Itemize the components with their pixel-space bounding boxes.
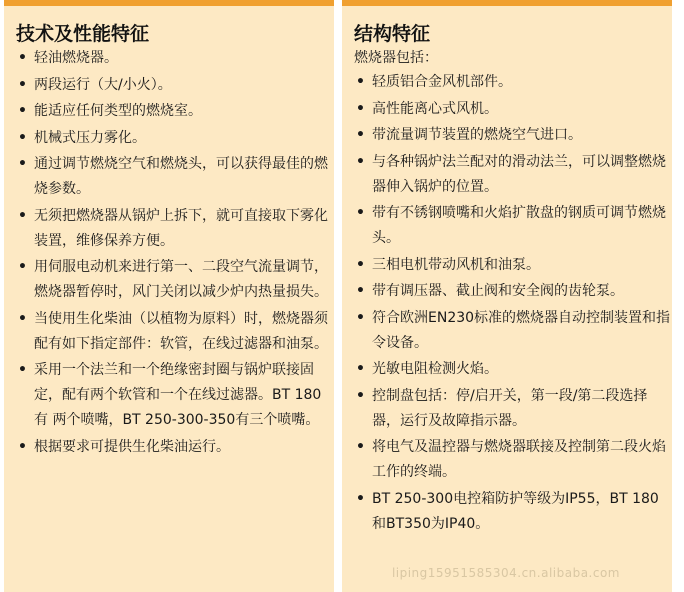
list-item-text: 光敏电阻检测火焰。 (372, 361, 498, 377)
list-item-text: 控制盘包括：停/启开关，第一段/第二段选择器，运行及故障指示器。 (372, 387, 648, 429)
bullet-icon: • (18, 50, 27, 66)
list-item (16, 255, 334, 305)
bullet-icon: • (18, 76, 27, 93)
list-item (354, 279, 672, 304)
list-item-text: 机械式压力雾化。 (34, 129, 146, 146)
structure-features-intro: 燃烧器包括： (354, 50, 438, 66)
list-item-text: 当使用生化柴油（以植物为原料）时，燃烧器须配有如下指定部件：软管，在线过滤器和油泵。 (34, 310, 328, 352)
list-item (354, 201, 672, 251)
structure-features-column (342, 0, 672, 592)
list-item (354, 150, 672, 200)
list-item (354, 97, 672, 122)
list-item (16, 435, 334, 460)
list-item-text: 三相电机带动风机和油泵。 (372, 256, 540, 273)
list-item-text: 用伺服电动机来进行第一、二段空气流量调节，燃烧器暂停时，风门关闭以减少炉内热量损失。 (34, 259, 328, 300)
list-item (354, 357, 672, 382)
list-item (354, 70, 672, 95)
list-item-text: 轻质铝合金风机部件。 (372, 74, 512, 90)
list-item-text: 带有不锈钢喷嘴和火焰扩散盘的钢质可调节燃烧头。 (372, 205, 666, 246)
bullet-icon: • (18, 129, 27, 146)
list-item-text: 高性能离心式风机。 (372, 100, 498, 117)
bullet-icon: • (18, 310, 27, 327)
list-item-text: 带流量调节装置的燃烧空气进口。 (372, 127, 582, 143)
bullet-icon: • (356, 100, 365, 117)
list-item-text: 采用一个法兰和一个绝缘密封圈与锅炉联接固定，配有两个软管和一个在线过滤器。BT 180有 两个喷嘴，BT 250-300-350有三个喷嘴。 (34, 362, 322, 428)
list-item-text: 轻油燃烧器。 (34, 50, 118, 66)
bullet-icon: • (356, 439, 365, 455)
bullet-icon: • (356, 387, 365, 404)
bullet-icon: • (18, 156, 27, 172)
bullet-icon: • (356, 361, 365, 377)
list-item (16, 99, 334, 124)
watermark: liping15951585304.cn.alibaba.com (391, 566, 620, 580)
list-item-text: 根据要求可提供生化柴油运行。 (34, 438, 230, 455)
list-item-text: 符合欧洲EN230标准的燃烧器自动控制装置和指令设备。 (372, 309, 671, 351)
structure-features-list (342, 70, 672, 537)
list-item (354, 123, 672, 148)
list-item (16, 126, 334, 151)
list-item (16, 307, 334, 357)
bullet-icon: • (356, 205, 365, 221)
technical-features-column (4, 0, 334, 592)
list-item-text: 通过调节燃烧空气和燃烧头，可以获得最佳的燃烧参数。 (34, 156, 328, 197)
list-item (354, 253, 672, 278)
bullet-icon: • (18, 207, 27, 224)
list-item (16, 152, 334, 202)
list-item-text: 带有调压器、截止阀和安全阀的齿轮泵。 (372, 283, 624, 299)
list-item (16, 358, 334, 433)
bullet-icon: • (356, 74, 365, 90)
bullet-icon: • (356, 256, 365, 273)
bullet-icon: • (18, 103, 27, 119)
list-item-text: 将电气及温控器与燃烧器联接及控制第二段火焰工作的终端。 (372, 439, 666, 480)
technical-features-title: 技术及性能特征 (4, 0, 334, 46)
list-item-text: 能适应任何类型的燃烧室。 (34, 103, 202, 119)
list-item-text: BT 250-300电控箱防护等级为IP55，BT 180和BT350为IP40。 (372, 490, 659, 532)
bullet-icon: • (18, 362, 27, 378)
list-item-text: 两段运行（大/小火）。 (34, 76, 172, 93)
bullet-icon: • (356, 309, 365, 326)
bullet-icon: • (18, 438, 27, 455)
bullet-icon: • (356, 283, 365, 299)
list-item (354, 487, 672, 537)
list-item (16, 73, 334, 98)
technical-features-list (4, 46, 334, 460)
structure-features-title: 结构特征 (342, 0, 672, 46)
bullet-icon: • (18, 259, 27, 275)
list-item-text: 与各种锅炉法兰配对的滑动法兰，可以调整燃烧器伸入锅炉的位置。 (372, 153, 666, 195)
list-item-text: 无须把燃烧器从锅炉上拆下，就可直接取下雾化装置，维修保养方便。 (34, 207, 328, 249)
bullet-icon: • (356, 490, 365, 507)
list-item (354, 435, 672, 485)
list-item (16, 204, 334, 254)
list-item (354, 384, 672, 434)
list-item (354, 306, 672, 356)
bullet-icon: • (356, 153, 365, 170)
bullet-icon: • (356, 127, 365, 143)
list-item (16, 46, 334, 71)
